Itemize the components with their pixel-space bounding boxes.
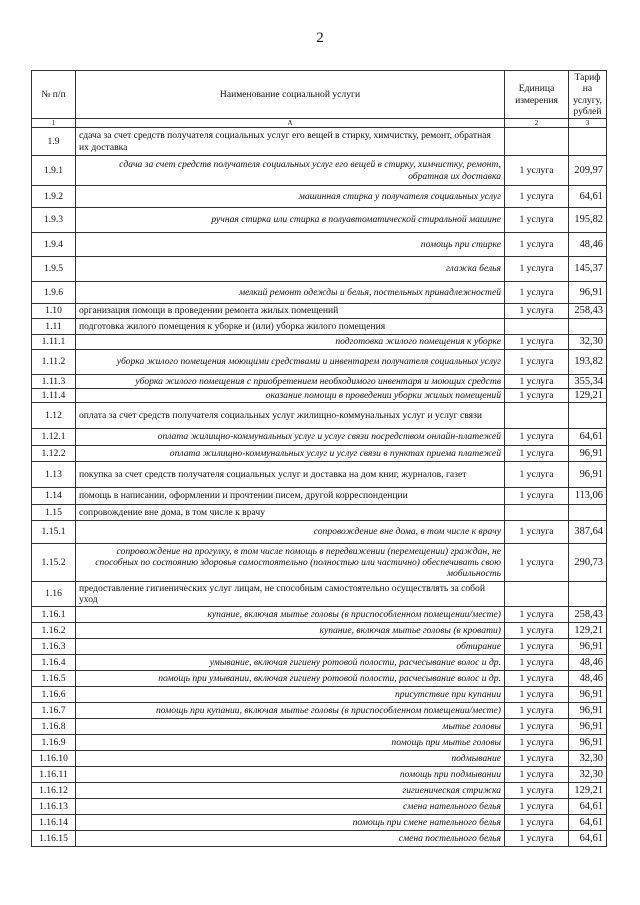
tariff-value: 387,64 [569, 521, 607, 544]
row-number: 1.16.13 [32, 799, 76, 815]
tariff-value: 32,30 [569, 751, 607, 767]
table-row [32, 799, 607, 815]
service-name: купание, включая мытье головы (в кровати) [76, 623, 505, 639]
tariff-value: 48,46 [569, 233, 607, 257]
tariff-value: 96,91 [569, 687, 607, 703]
unit-of-measure: 1 услуга [505, 655, 569, 671]
tariff-value [569, 128, 607, 156]
tariff-value: 64,61 [569, 429, 607, 446]
unit-of-measure: 1 услуга [505, 607, 569, 623]
tariff-value: 129,21 [569, 783, 607, 799]
unit-of-measure: 1 услуга [505, 831, 569, 847]
table-row [32, 751, 607, 767]
row-number: 1.16.8 [32, 719, 76, 735]
row-number: 1.16.5 [32, 671, 76, 687]
table-row [32, 703, 607, 719]
tariff-value: 258,43 [569, 607, 607, 623]
table-row [32, 544, 607, 582]
table-row [32, 304, 607, 319]
header-unit: Единица измерения [505, 71, 569, 119]
page-number: 2 [316, 30, 324, 46]
row-number: 1.12.1 [32, 429, 76, 446]
tariff-value: 96,91 [569, 446, 607, 462]
row-number: 1.16.3 [32, 639, 76, 655]
tariff-value: 96,91 [569, 462, 607, 488]
unit-of-measure [505, 319, 569, 335]
tariff-value: 129,21 [569, 389, 607, 403]
service-name: покупка за счет средств получателя социальных услуг и доставка на дом книг, журналов, газет [76, 462, 505, 488]
tariff-value: 32,30 [569, 335, 607, 350]
table-row [32, 607, 607, 623]
row-number: 1.16.7 [32, 703, 76, 719]
service-name: купание, включая мытье головы (в приспособленном помещении/месте) [76, 607, 505, 623]
service-name: помощь в написании, оформлении и прочтении писем, другой корреспонденции [76, 488, 505, 505]
service-name: смена постельного белья [76, 831, 505, 847]
row-number: 1.16.15 [32, 831, 76, 847]
row-number: 1.11.3 [32, 375, 76, 389]
table-row [32, 257, 607, 282]
service-name: сопровождение вне дома, в том числе к врачу [76, 505, 505, 521]
table-row [32, 582, 607, 607]
tariff-value: 129,21 [569, 623, 607, 639]
unit-of-measure: 1 услуга [505, 544, 569, 582]
table-row [32, 488, 607, 505]
tariff-value [569, 403, 607, 429]
service-name: организация помощи в проведении ремонта жилых помещений [76, 304, 505, 319]
table-row [32, 831, 607, 847]
unit-of-measure: 1 услуга [505, 767, 569, 783]
unit-of-measure: 1 услуга [505, 446, 569, 462]
tariff-value: 96,91 [569, 282, 607, 304]
row-number: 1.9.4 [32, 233, 76, 257]
service-name: умывание, включая гигиену ротовой полости, расчесывание волос и др. [76, 655, 505, 671]
tariff-value: 209,97 [569, 156, 607, 186]
unit-of-measure: 1 услуга [505, 208, 569, 233]
service-name: глажка белья [76, 257, 505, 282]
service-name: помощь при купании, включая мытье головы (в приспособленном помещении/месте) [76, 703, 505, 719]
table-row [32, 156, 607, 186]
service-name: обтирание [76, 639, 505, 655]
unit-of-measure: 1 услуга [505, 282, 569, 304]
tariff-value: 48,46 [569, 655, 607, 671]
tariff-value: 32,30 [569, 767, 607, 783]
index-unit: 2 [505, 119, 569, 128]
table-header-row [32, 71, 607, 119]
service-name: подготовка жилого помещения к уборке и (или) уборка жилого помещения [76, 319, 505, 335]
table-row [32, 735, 607, 751]
row-number: 1.15 [32, 505, 76, 521]
tariff-value: 193,82 [569, 350, 607, 375]
row-number: 1.16.11 [32, 767, 76, 783]
service-name: сдача за счет средств получателя социальных услуг его вещей в стирку, химчистку, ремонт, обратная их доставка [76, 156, 505, 186]
service-name: помощь при смене нательного белья [76, 815, 505, 831]
row-number: 1.12 [32, 403, 76, 429]
table-row [32, 505, 607, 521]
service-name: оказание помощи в проведении уборки жилых помещений [76, 389, 505, 403]
table-row [32, 623, 607, 639]
header-name: Наименование социальной услуги [76, 71, 505, 119]
unit-of-measure: 1 услуга [505, 639, 569, 655]
unit-of-measure: 1 услуга [505, 233, 569, 257]
table-row [32, 671, 607, 687]
table-row [32, 128, 607, 156]
tariff-value: 96,91 [569, 735, 607, 751]
unit-of-measure [505, 582, 569, 607]
tariff-value: 48,46 [569, 671, 607, 687]
row-number: 1.9.5 [32, 257, 76, 282]
unit-of-measure: 1 услуга [505, 389, 569, 403]
service-name: подмывание [76, 751, 505, 767]
tariff-value: 96,91 [569, 719, 607, 735]
tariff-value [569, 319, 607, 335]
service-name: присутствие при купании [76, 687, 505, 703]
service-name: смена нательного белья [76, 799, 505, 815]
service-name: гигиеническая стрижка [76, 783, 505, 799]
unit-of-measure: 1 услуга [505, 687, 569, 703]
unit-of-measure: 1 услуга [505, 623, 569, 639]
table-body [32, 128, 607, 847]
table-row [32, 446, 607, 462]
table-row [32, 319, 607, 335]
tariff-value: 64,61 [569, 831, 607, 847]
tariff-value [569, 505, 607, 521]
index-name: А [76, 119, 505, 128]
table-row [32, 783, 607, 799]
tariff-value: 64,61 [569, 186, 607, 208]
column-index-row [32, 119, 607, 128]
table-row [32, 655, 607, 671]
unit-of-measure: 1 услуга [505, 350, 569, 375]
service-name: оплата жилищно-коммунальных услуг и услуг связи в пунктах приема платежей [76, 446, 505, 462]
service-name: предоставление гигиенических услуг лицам, не способным самостоятельно осуществлять за собой уход [76, 582, 505, 607]
unit-of-measure: 1 услуга [505, 703, 569, 719]
table-row [32, 521, 607, 544]
unit-of-measure: 1 услуга [505, 156, 569, 186]
unit-of-measure: 1 услуга [505, 429, 569, 446]
table-row [32, 403, 607, 429]
row-number: 1.13 [32, 462, 76, 488]
service-name: помощь при умывании, включая гигиену ротовой полости, расчесывание волос и др. [76, 671, 505, 687]
tariff-value: 64,61 [569, 815, 607, 831]
row-number: 1.16.2 [32, 623, 76, 639]
table-row [32, 719, 607, 735]
row-number: 1.16.10 [32, 751, 76, 767]
tariff-value: 96,91 [569, 639, 607, 655]
service-name: сопровождение на прогулку, в том числе помощь в передвижении (перемещении) граждан, не способных по состоянию здоровья самостоятельно (полностью или частично) обеспечивать свою мобильность [76, 544, 505, 582]
row-number: 1.15.2 [32, 544, 76, 582]
tariff-value: 145,37 [569, 257, 607, 282]
unit-of-measure: 1 услуга [505, 335, 569, 350]
unit-of-measure: 1 услуга [505, 521, 569, 544]
service-name: мытье головы [76, 719, 505, 735]
unit-of-measure [505, 403, 569, 429]
row-number: 1.9.6 [32, 282, 76, 304]
table-row [32, 639, 607, 655]
row-number: 1.10 [32, 304, 76, 319]
table-row [32, 462, 607, 488]
unit-of-measure: 1 услуга [505, 719, 569, 735]
service-name: подготовка жилого помещения к уборке [76, 335, 505, 350]
service-name: мелкий ремонт одежды и белья, постельных принадлежностей [76, 282, 505, 304]
row-number: 1.16.12 [32, 783, 76, 799]
row-number: 1.9.2 [32, 186, 76, 208]
table-row [32, 233, 607, 257]
table-row [32, 429, 607, 446]
table-row [32, 335, 607, 350]
row-number: 1.16.1 [32, 607, 76, 623]
tariff-value: 258,43 [569, 304, 607, 319]
unit-of-measure [505, 505, 569, 521]
table-row [32, 375, 607, 389]
unit-of-measure: 1 услуга [505, 375, 569, 389]
tariff-value: 195,82 [569, 208, 607, 233]
row-number: 1.15.1 [32, 521, 76, 544]
service-name: помощь при подмывании [76, 767, 505, 783]
service-name: ручная стирка или стирка в полуавтоматической стиральной машине [76, 208, 505, 233]
unit-of-measure: 1 услуга [505, 815, 569, 831]
table-row [32, 282, 607, 304]
row-number: 1.11.1 [32, 335, 76, 350]
service-name: оплата жилищно-коммунальных услуг и услуг связи посредством онлайн-платежей [76, 429, 505, 446]
row-number: 1.11.2 [32, 350, 76, 375]
unit-of-measure: 1 услуга [505, 671, 569, 687]
header-price: Тариф на услугу, рублей [569, 71, 607, 119]
unit-of-measure: 1 услуга [505, 751, 569, 767]
table-row [32, 350, 607, 375]
row-number: 1.16 [32, 582, 76, 607]
unit-of-measure: 1 услуга [505, 462, 569, 488]
service-name: машинная стирка у получателя социальных услуг [76, 186, 505, 208]
service-name: сопровождение вне дома, в том числе к врачу [76, 521, 505, 544]
unit-of-measure: 1 услуга [505, 783, 569, 799]
row-number: 1.9 [32, 128, 76, 156]
unit-of-measure: 1 услуга [505, 799, 569, 815]
service-name: уборка жилого помещения моющими средствами и инвентарем получателя социальных услуг [76, 350, 505, 375]
row-number: 1.11 [32, 319, 76, 335]
unit-of-measure: 1 услуга [505, 257, 569, 282]
row-number: 1.16.14 [32, 815, 76, 831]
service-name: сдача за счет средств получателя социальных услуг его вещей в стирку, химчистку, ремонт, обратная их доставка [76, 128, 505, 156]
index-num: 1 [32, 119, 76, 128]
service-name: оплата за счет средств получателя социальных услуг жилищно-коммунальных услуг и услуг связи [76, 403, 505, 429]
tariff-value: 64,61 [569, 799, 607, 815]
unit-of-measure [505, 128, 569, 156]
row-number: 1.12.2 [32, 446, 76, 462]
table-row [32, 389, 607, 403]
unit-of-measure: 1 услуга [505, 304, 569, 319]
tariff-value: 355,34 [569, 375, 607, 389]
row-number: 1.14 [32, 488, 76, 505]
tariff-value: 96,91 [569, 703, 607, 719]
table-row [32, 767, 607, 783]
unit-of-measure: 1 услуга [505, 186, 569, 208]
table-row [32, 186, 607, 208]
table-row [32, 815, 607, 831]
tariff-value [569, 582, 607, 607]
service-name: уборка жилого помещения с приобретением необходимого инвентаря и моющих средств [76, 375, 505, 389]
tariff-value: 113,06 [569, 488, 607, 505]
header-num: № п/п [32, 71, 76, 119]
table-row [32, 687, 607, 703]
service-name: помощь при стирке [76, 233, 505, 257]
unit-of-measure: 1 услуга [505, 735, 569, 751]
table-row [32, 208, 607, 233]
tariff-value: 290,73 [569, 544, 607, 582]
index-price: 3 [569, 119, 607, 128]
service-name: помощь при мытье головы [76, 735, 505, 751]
unit-of-measure: 1 услуга [505, 488, 569, 505]
row-number: 1.9.3 [32, 208, 76, 233]
row-number: 1.16.9 [32, 735, 76, 751]
row-number: 1.16.4 [32, 655, 76, 671]
row-number: 1.9.1 [32, 156, 76, 186]
row-number: 1.11.4 [32, 389, 76, 403]
row-number: 1.16.6 [32, 687, 76, 703]
tariff-table [31, 70, 607, 847]
